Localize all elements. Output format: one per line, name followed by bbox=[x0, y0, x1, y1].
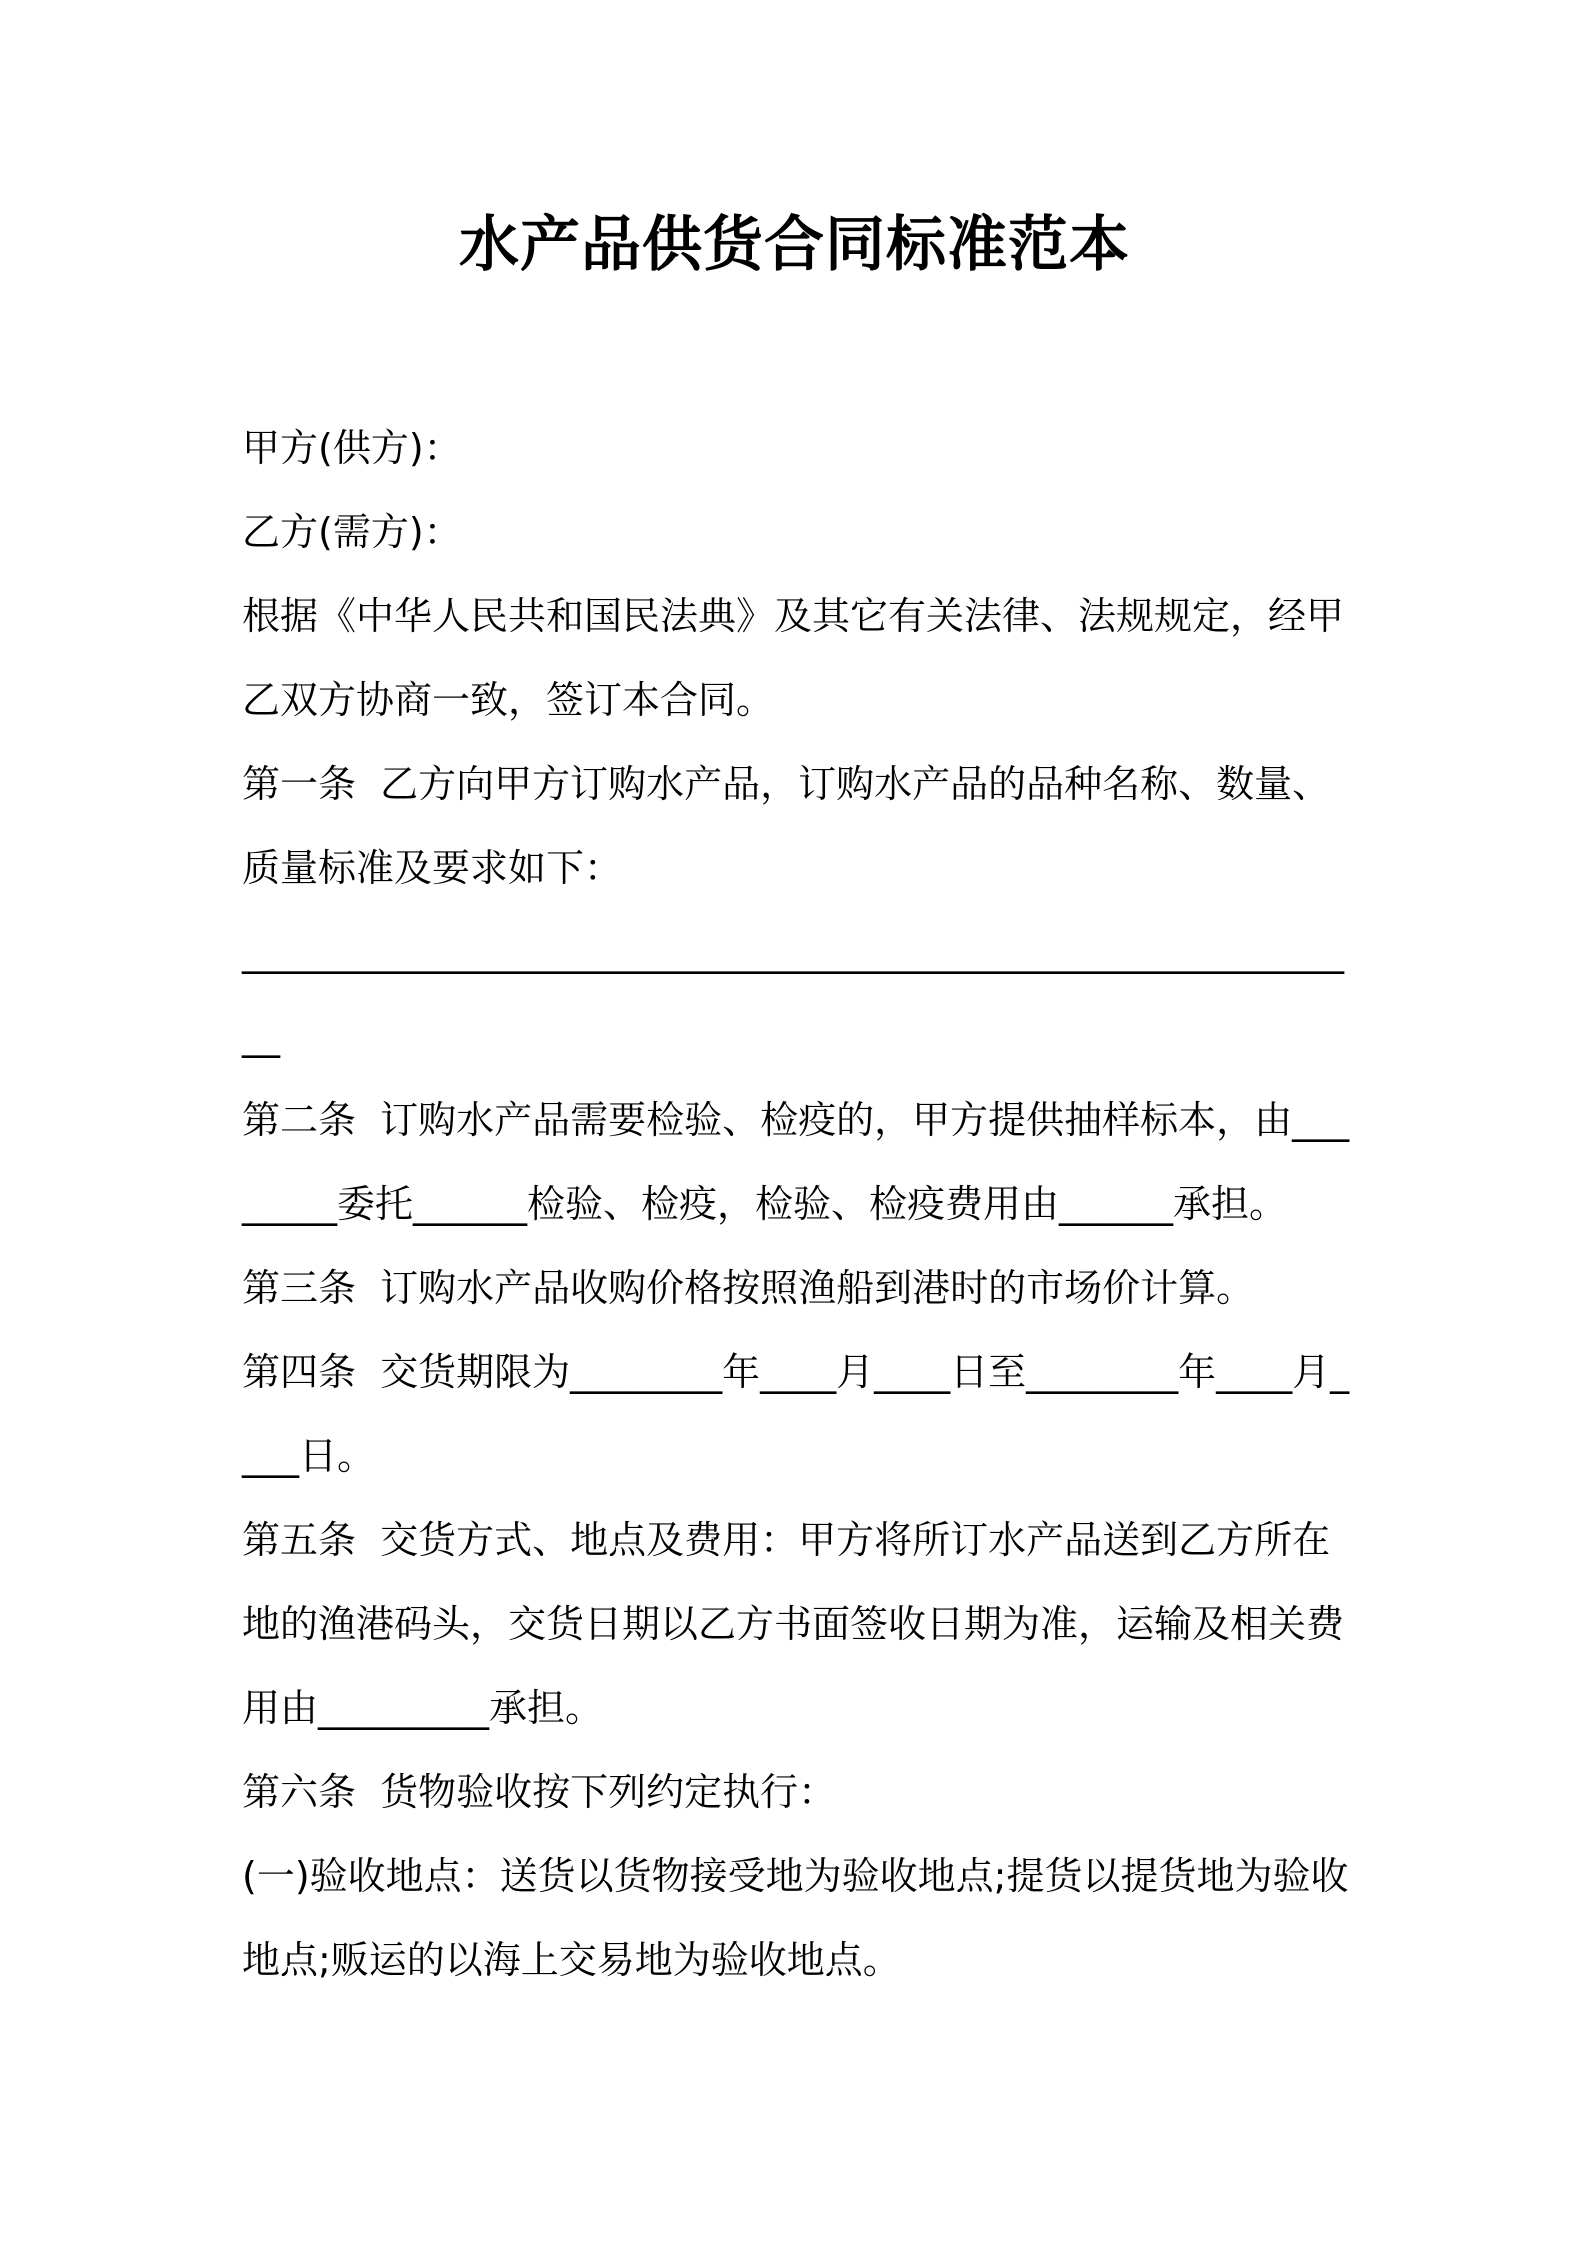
article-1-blank-line: ____________________________________________________________ bbox=[242, 930, 1344, 1058]
document-title: 水产品供货合同标准范本 bbox=[459, 210, 1130, 280]
document-body bbox=[242, 406, 1362, 2002]
article-4-paragraph: 第四条 交货期限为________年____月____日至________年____月____日。 bbox=[242, 1350, 1350, 1478]
party-a-line: 甲方(供方)： bbox=[242, 426, 462, 470]
article-6-item-1-paragraph: (一)验收地点：送货以货物接受地为验收地点;提货以提货地为验收地点;贩运的以海上交易地为验收地点。 bbox=[242, 1854, 1349, 1982]
article-1-paragraph: 第一条 乙方向甲方订购水产品，订购水产品的品种名称、数量、质量标准及要求如下： bbox=[242, 762, 1331, 890]
article-2-paragraph: 第二条 订购水产品需要检验、检疫的，甲方提供抽样标本，由________委托______检验、检疫，检验、检疫费用由______承担。 bbox=[242, 1098, 1350, 1226]
party-b-line: 乙方(需方)： bbox=[242, 510, 462, 554]
article-5-paragraph: 第五条 交货方式、地点及费用：甲方将所订水产品送到乙方所在地的渔港码头，交货日期以乙方书面签收日期为准，运输及相关费用由_________承担。 bbox=[242, 1518, 1345, 1730]
preamble-paragraph: 根据《中华人民共和国民法典》及其它有关法律、法规规定，经甲乙双方协商一致，签订本合同。 bbox=[242, 594, 1345, 722]
article-6-paragraph: 第六条 货物验收按下列约定执行： bbox=[242, 1770, 837, 1814]
article-3-paragraph: 第三条 订购水产品收购价格按照渔船到港时的市场价计算。 bbox=[242, 1266, 1255, 1310]
contract-document bbox=[242, 200, 1362, 1982]
